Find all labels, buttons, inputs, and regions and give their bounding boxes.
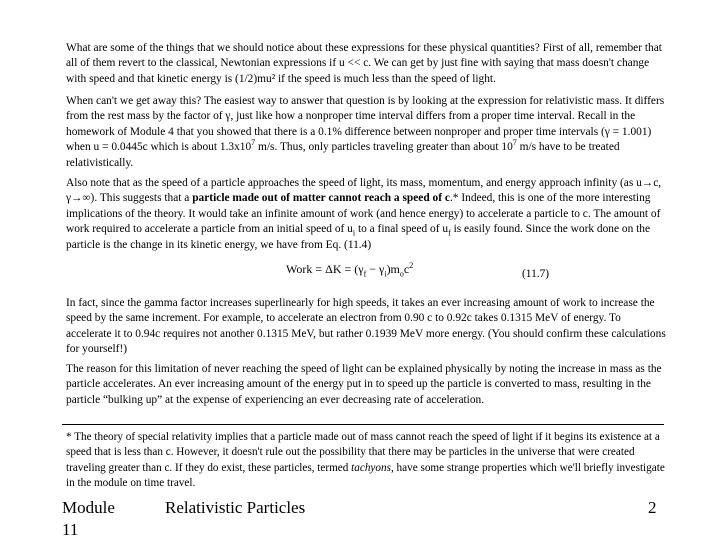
page-number: 2 — [648, 498, 657, 517]
equation-c: c — [403, 262, 410, 276]
paragraph-text: When can't we get away this? The easiest way to answer that question is by looking at the expression for relativistic mass. It differs from the rest mass by the factor of γ, just like how a nonproper time interval differs from a proper time interval. Recall in the homework of Module 4 that you showed that there is a 0.1% difference between nonproper and proper time intervals (γ = 1.001) when u = 0.0445c which is about 1.3x10 — [66, 95, 665, 154]
paragraph-text: m/s have to be treated relativistically. — [66, 141, 620, 169]
equation-subscript-i: i — [384, 269, 387, 279]
bold-statement: particle made out of matter cannot reach a speed of c — [192, 192, 450, 205]
paragraph-text: m/s. Thus, only particles traveling greater than about 10 — [255, 141, 513, 154]
paragraph-text: In fact, since the gamma factor increases superlinearly for high speeds, it takes an ever increasing amount of work to increase the speed by the same increment. For example, to accelerate an electron from 0.90 c to 0.92c takes 0.1315 MeV of energy. To accelerate it to 0.94c requires not another 0.1315 MeV, but rather 0.1939 MeV more energy. (You should confirm these calculations for yourself!) — [66, 297, 666, 356]
equation-rhs: )m — [386, 262, 400, 276]
paragraph-text: The reason for this limitation of never reaching the speed of light can be explained physically by noting the increase in mass as the particle accelerates. An ever increasing amount of the energy put in to speed up the particle is converted to mass, resulting in the particle “bulking up” at the expense of experiencing an ever decreasing rate of acceleration. — [66, 363, 662, 406]
equation-subscript-o: o — [399, 269, 404, 279]
paragraph-text: What are some of the things that we should notice about these expressions for these physical quantities? First of all, remember that all of them revert to the classical, Newtonian expressions if u << c. We can get by just fine with saying that mass doesn't change with speed and that kinetic energy is (1/2)mu² if the speed is much less than the speed of light. — [66, 42, 662, 85]
paragraph-newtonian-limit — [66, 41, 666, 87]
equation-subscript-f: f — [363, 269, 367, 279]
exponent: 7 — [251, 138, 256, 148]
footer-title: Relativistic Particles — [165, 498, 306, 517]
footnote-divider — [62, 424, 664, 425]
paragraph-text: to a final speed of u — [355, 223, 449, 236]
work-equation — [286, 262, 413, 277]
footnote-italic: tachyons, — [351, 461, 394, 474]
footnote — [66, 430, 666, 491]
footer-module-number: 11 — [62, 520, 79, 539]
footer-module-word: Module — [62, 498, 115, 517]
equation-mid: − γ — [366, 262, 385, 276]
exponent: 7 — [512, 138, 517, 148]
paragraph-bulking-up — [66, 362, 666, 408]
paragraph-text: .* Indeed, this is one of the more interesting implications of the theory. It would take an infinite amount of work (and hence energy) to accelerate a particle to c. The amount of work required to accelerate a particle from an initial speed of u — [66, 192, 661, 236]
subscript: i — [352, 228, 356, 238]
paragraph-when-relativistic — [66, 94, 666, 171]
footnote-text: * The theory of special relativity implies that a particle made out of mass cannot reach the speed of light if it begins its existence at a speed that is less than c. However, it doesn't rule out the possibility that there may be particles in the universe that were created traveling greater than c. If they do exist, these particles, termed — [66, 431, 660, 474]
equation-number: (11.7) — [522, 268, 550, 280]
subscript: f — [448, 228, 451, 238]
paragraph-speed-limit — [66, 176, 666, 253]
paragraph-text: is easily found. Since the work done on the particle is the change in its kinetic energy, we have from Eq. (11.4) — [66, 223, 651, 251]
equation-superscript: 2 — [409, 261, 414, 270]
paragraph-gamma-superlinear — [66, 296, 666, 358]
footer-module — [62, 497, 115, 541]
equation-lhs: Work = ΔK = (γ — [286, 262, 364, 276]
paragraph-text: Also note that as the speed of a particle approaches the speed of light, its mass, momentum, and energy approach infinity (as u→c, γ→∞). This suggests that a — [66, 177, 662, 205]
footnote-text: have some strange properties which we'll briefly investigate in the module on time travel. — [66, 461, 665, 489]
